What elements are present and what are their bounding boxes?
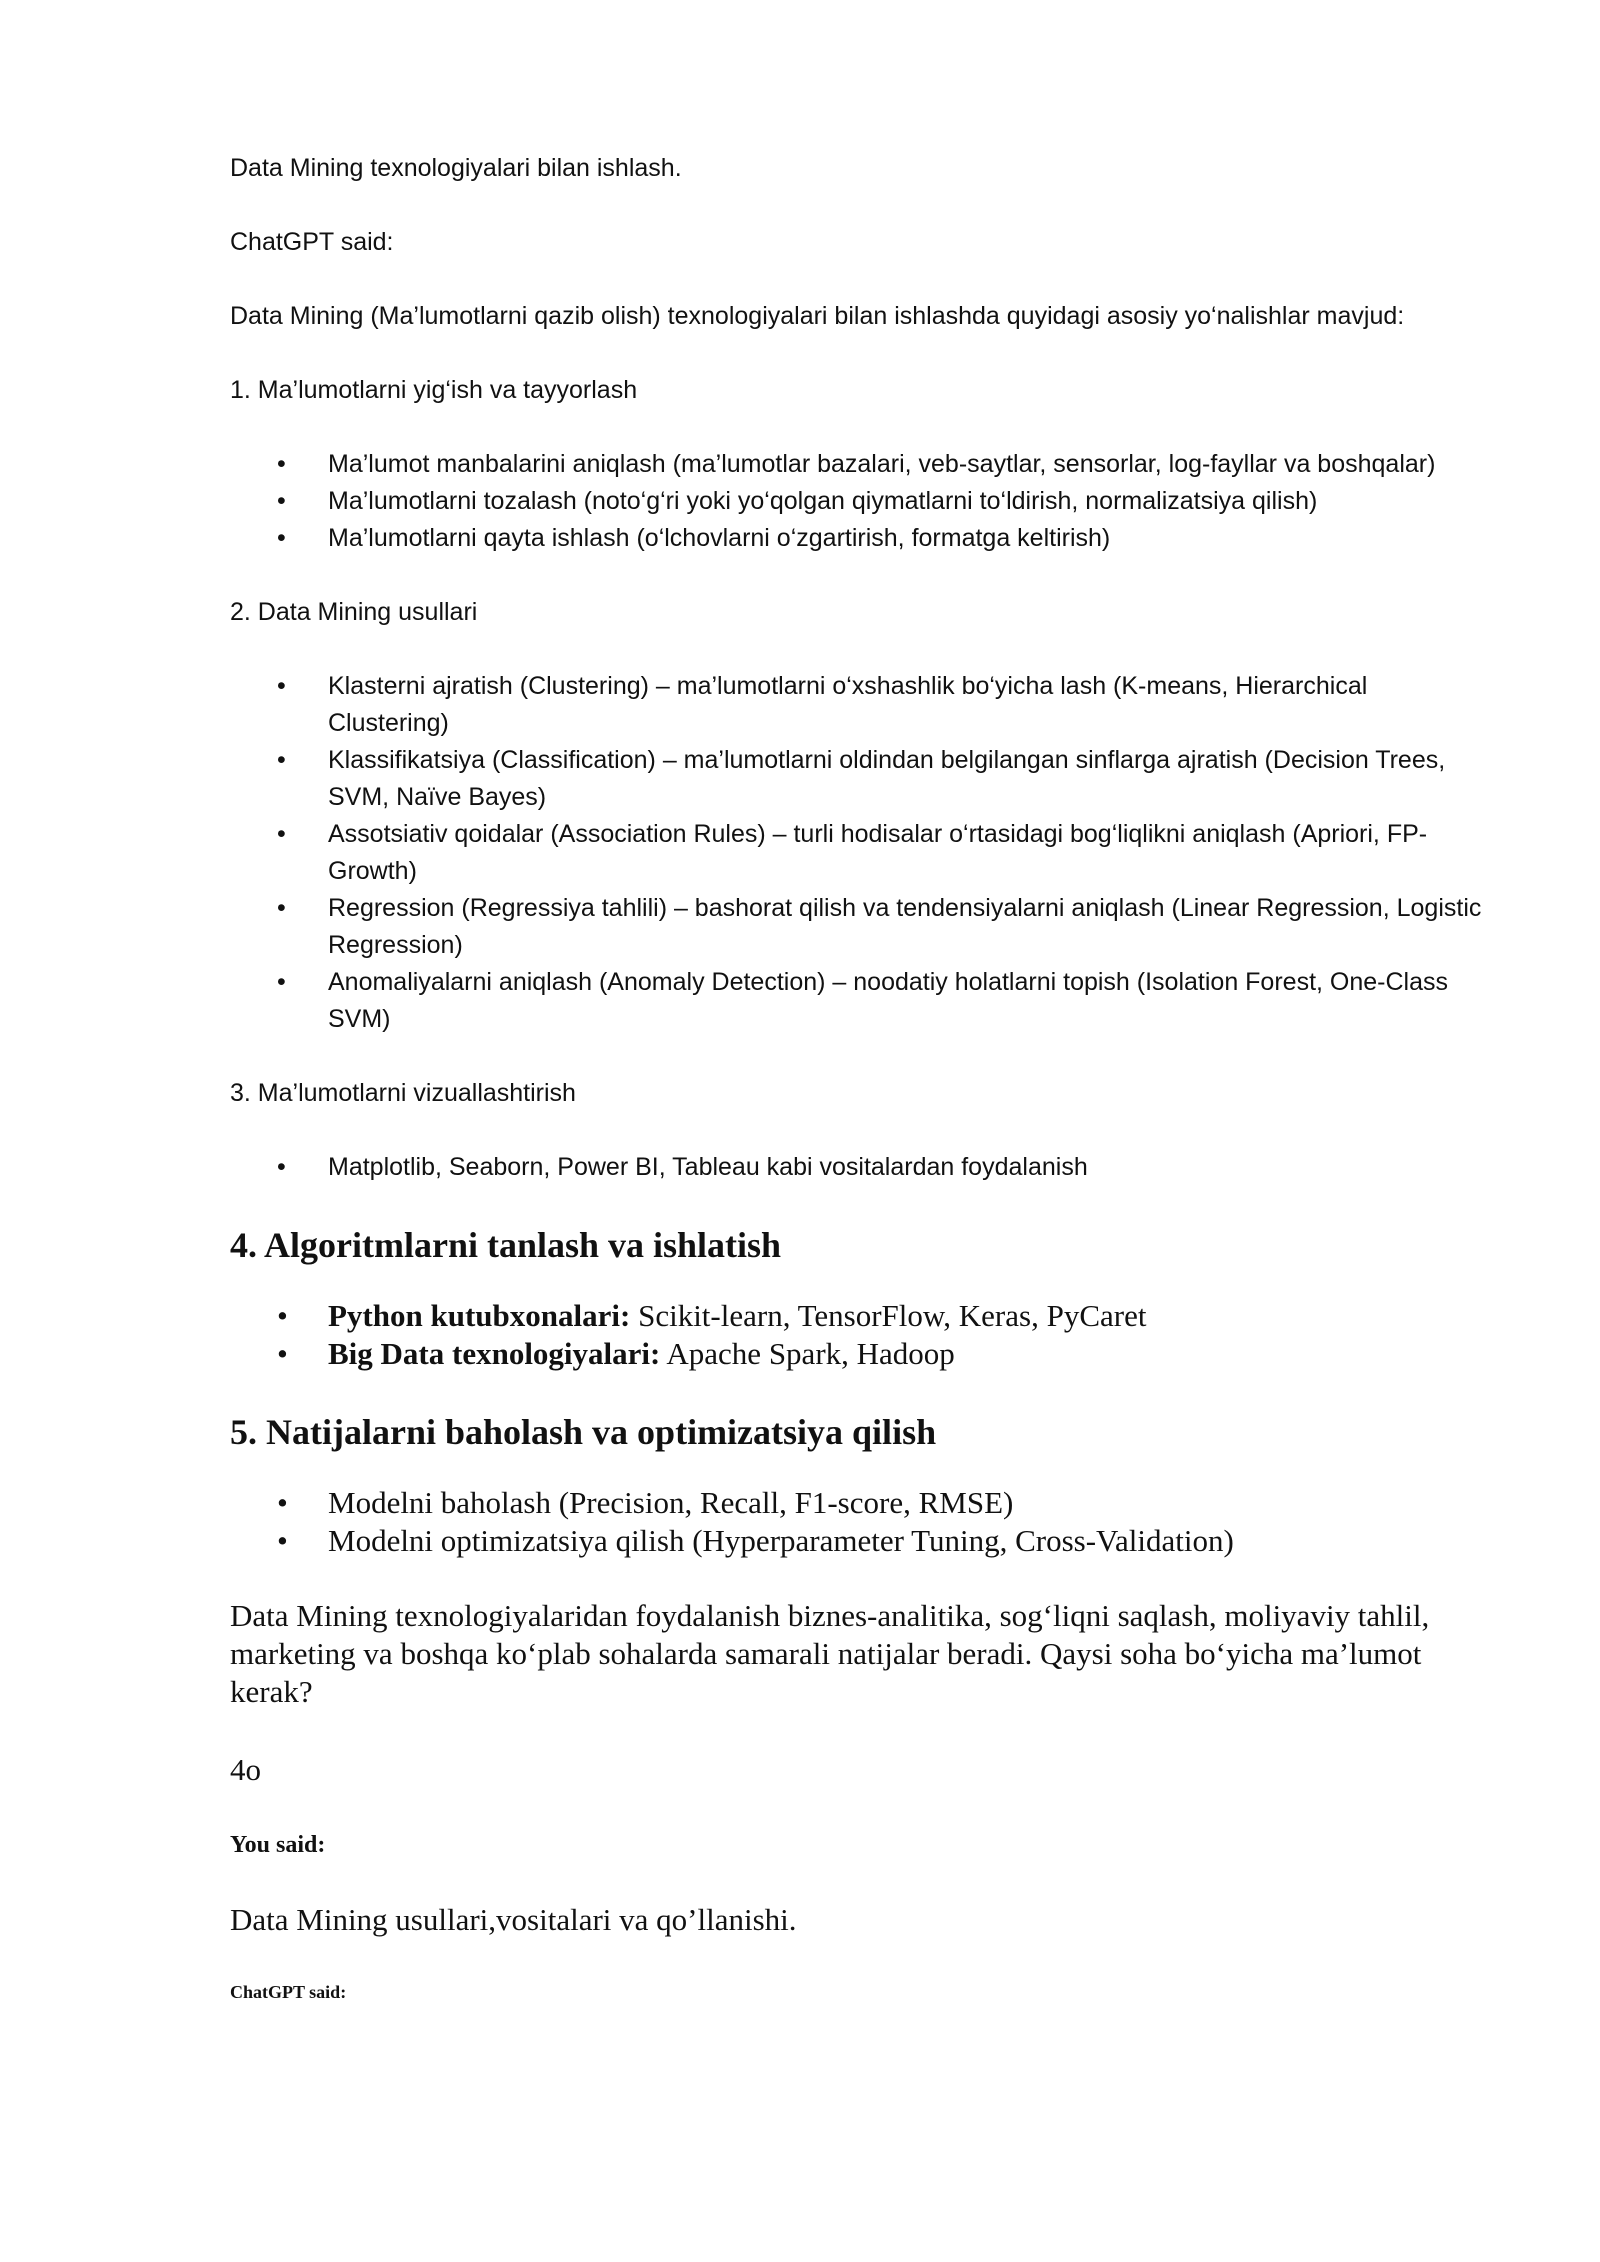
section-5-heading: 5. Natijalarni baholash va optimizatsiya qilish bbox=[230, 1412, 937, 1452]
section-1-title: 1. Ma’lumotlarni yig‘ish va tayyorlash bbox=[230, 376, 638, 404]
list-item: • Anomaliyalarni aniqlash (Anomaly Detection) – noodatiy holatlarni topish (Isolation Forest, One-Class SVM) bbox=[230, 964, 1490, 1038]
document-page bbox=[230, 150, 1490, 2005]
list-item bbox=[230, 1297, 1490, 1335]
section-4-heading: 4. Algoritmlarni tanlash va ishlatish bbox=[230, 1225, 782, 1265]
list-item: • Modelni baholash (Precision, Recall, F1-score, RMSE) bbox=[230, 1484, 1490, 1522]
list-item: • Klassifikatsiya (Classification) – ma’lumotlarni oldindan belgilangan sinflarga ajratish (Decision Trees, SVM, Naïve Bayes) bbox=[230, 742, 1490, 816]
model-label: 4o bbox=[230, 1752, 261, 1787]
you-said-label: You said: bbox=[230, 1832, 326, 1858]
section-5-list bbox=[230, 1484, 1490, 1560]
next-user-prompt: Data Mining usullari,vositalari va qo’llanishi. bbox=[230, 1902, 797, 1937]
list-item: • Regression (Regressiya tahlili) – bashorat qilish va tendensiyalarni aniqlash (Linear Regression, Logistic Regression) bbox=[230, 890, 1490, 964]
list-item: • Assotsiativ qoidalar (Association Rules) – turli hodisalar o‘rtasidagi bog‘liqlikni aniqlash (Apriori, FP-Growth) bbox=[230, 816, 1490, 890]
item-text: Scikit-learn, TensorFlow, Keras, PyCaret bbox=[630, 1298, 1147, 1333]
list-item bbox=[230, 1335, 1490, 1373]
section-2-title: 2. Data Mining usullari bbox=[230, 598, 478, 626]
list-item: • Matplotlib, Seaborn, Power BI, Tableau kabi vositalardan foydalanish bbox=[230, 1149, 1490, 1186]
item-label: Big Data texnologiyalari: bbox=[328, 1336, 661, 1371]
item-label: Python kutubxonalari: bbox=[328, 1298, 631, 1333]
item-text: Apache Spark, Hadoop bbox=[660, 1336, 955, 1371]
list-item: • Ma’lumot manbalarini aniqlash (ma’lumotlar bazalari, veb-saytlar, sensorlar, log-fayllar va boshqalar) bbox=[230, 446, 1490, 483]
list-item: • Modelni optimizatsiya qilish (Hyperparameter Tuning, Cross-Validation) bbox=[230, 1522, 1490, 1560]
section-2-list bbox=[230, 668, 1490, 1038]
closing-paragraph: Data Mining texnologiyalaridan foydalanish biznes-analitika, sog‘liqni saqlash, moliyaviy tahlil, marketing va boshqa ko‘plab sohalarda samarali natijalar beradi. Qaysi soha bo‘yicha ma’lumot kerak? bbox=[230, 1598, 1430, 1709]
section-1-list bbox=[230, 446, 1490, 557]
list-item: • Ma’lumotlarni qayta ishlash (o‘lchovlarni o‘zgartirish, formatga keltirish) bbox=[230, 520, 1490, 557]
section-4-list bbox=[230, 1297, 1490, 1373]
list-item: • Klasterni ajratish (Clustering) – ma’lumotlarni o‘xshashlik bo‘yicha lash (K-means, Hierarchical Clustering) bbox=[230, 668, 1490, 742]
section-3-list bbox=[230, 1149, 1490, 1186]
responder-label: ChatGPT said: bbox=[230, 228, 394, 256]
next-responder-label: ChatGPT said: bbox=[230, 1982, 347, 2002]
lead-paragraph: Data Mining (Ma’lumotlarni qazib olish) texnologiyalari bilan ishlashda quyidagi asosiy yo‘nalishlar mavjud: bbox=[230, 302, 1405, 330]
section-3-title: 3. Ma’lumotlarni vizuallashtirish bbox=[230, 1079, 576, 1107]
list-item: • Ma’lumotlarni tozalash (noto‘g‘ri yoki yo‘qolgan qiymatlarni to‘ldirish, normalizatsiya qilish) bbox=[230, 483, 1490, 520]
user-prompt: Data Mining texnologiyalari bilan ishlash. bbox=[230, 154, 682, 182]
